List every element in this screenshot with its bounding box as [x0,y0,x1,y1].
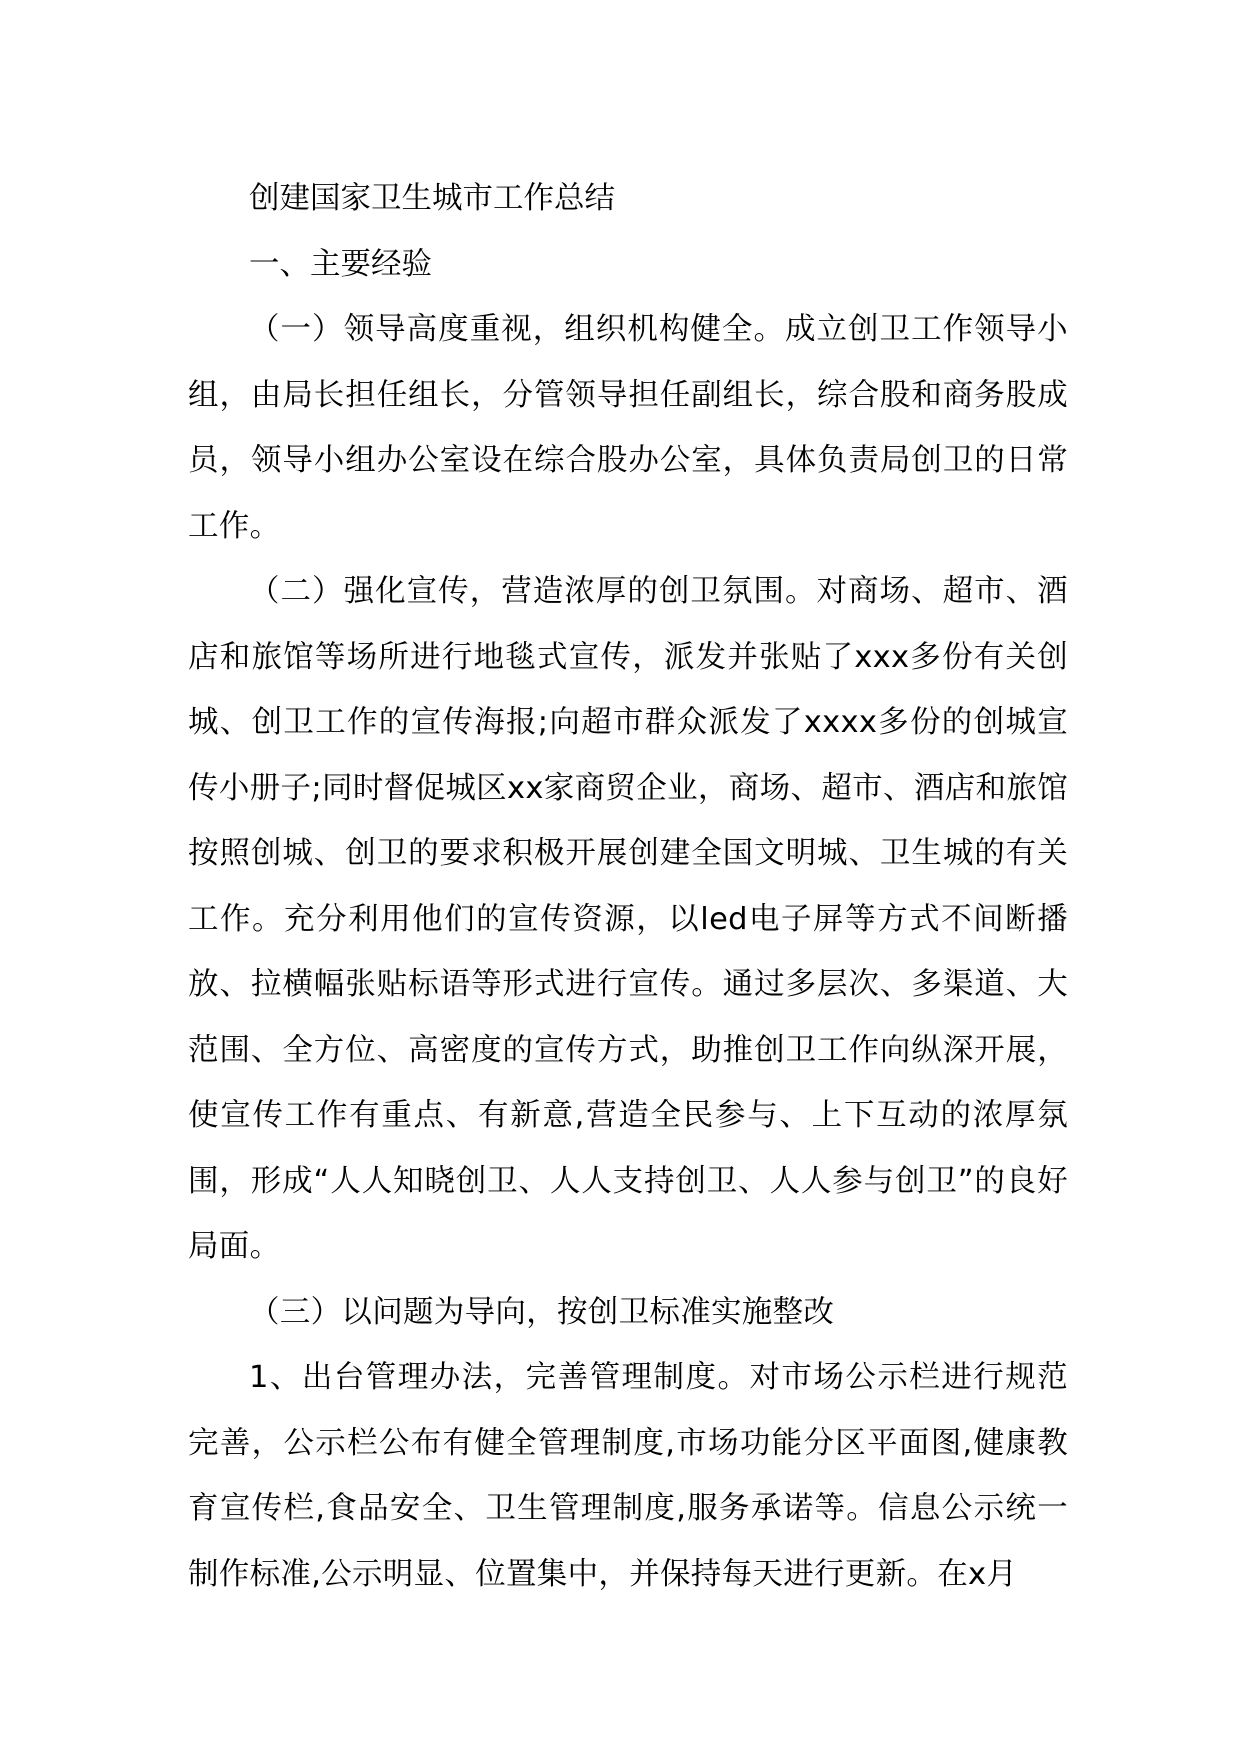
paragraph-publicity: （二）强化宣传，营造浓厚的创卫氛围。对商场、超市、酒店和旅馆等场所进行地毯式宣传，派发并张贴了xxx多份有关创城、创卫工作的宣传海报;向超市群众派发了xxxx多份的创城宣传小册子;同时督促城区xx家商贸企业，商场、超市、酒店和旅馆按照创城、创卫的要求积极开展创建全国文明城、卫生城的有关工作。充分利用他们的宣传资源，以led电子屏等方式不间断播放、拉横幅张贴标语等形式进行宣传。通过多层次、多渠道、大范围、全方位、高密度的宣传方式，助推创卫工作向纵深开展，使宣传工作有重点、有新意,营造全民参与、上下互动的浓厚氛围，形成“人人知晓创卫、人人支持创卫、人人参与创卫”的良好局面。 [188,574,1068,1264]
section-heading: 一、主要经验 [249,246,432,282]
document-title: 创建国家卫生城市工作总结 [249,181,615,216]
paragraph-management-rules: 1、出台管理办法，完善管理制度。对市场公示栏进行规范完善，公示栏公布有健全管理制度,市场功能分区平面图,健康教育宣传栏,食品安全、卫生管理制度,服务承诺等。信息公示统一制作标准,公示明显、位置集中，并保持每天进行更新。在x月 [188,1360,1068,1592]
paragraph-rectification-heading: （三）以问题为导向，按创卫标准实施整改 [249,1294,835,1330]
paragraph-leadership: （一）领导高度重视，组织机构健全。成立创卫工作领导小组，由局长担任组长，分管领导担任副组长，综合股和商务股成员，领导小组办公室设在综合股办公室，具体负责局创卫的日常工作。 [188,312,1068,544]
document-body [188,166,1068,1607]
